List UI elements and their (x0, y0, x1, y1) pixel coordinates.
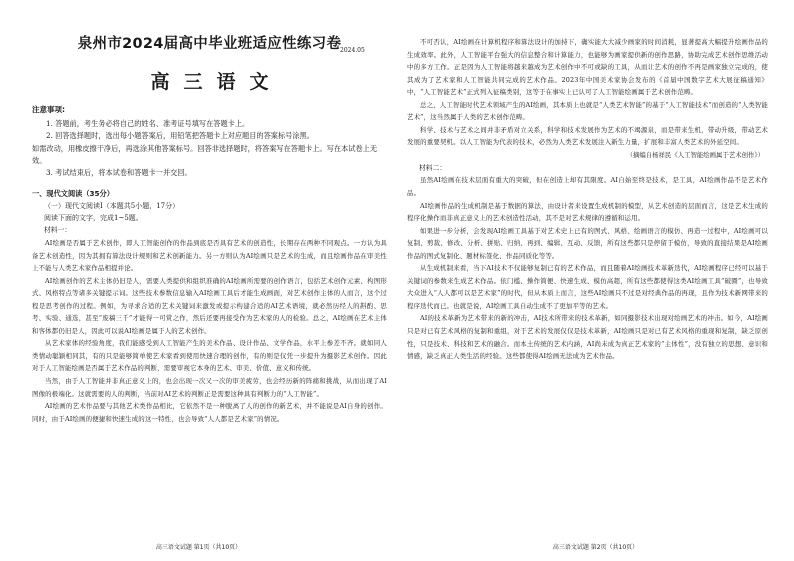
notice-item: 如需改动，用橡皮擦干净后，再选涂其他答案标号。回答非选择题时，将答案写在答题卡上。写在本试卷上无效。 (32, 143, 378, 165)
notice-section (32, 104, 387, 179)
exam-title: 泉州市2024届高中毕业班适应性练习卷 (77, 36, 342, 52)
notice-item: 1. 答题前，考生务必将自己的姓名、准考证号填写在答题卡上。 (46, 119, 250, 128)
material-label: 材料二： (419, 163, 447, 172)
paragraph: 科学、技术与艺术之间并非矛盾对立关系，科学和技术发展作为艺术的不竭源泉，而是带来生机，带动升级，带动艺术发展的重要契机。以人工智能为代表的技术，必然为人类艺术发展注入新生力量，扩展和丰富人类艺术的外延空间。 (407, 125, 768, 147)
paragraph: 总之，人工智能时代艺术领域产生的AI绘画，其本质上也就是“人类艺术智能”的基于“人工智能技术”而创造的“人类智能艺术”，这当然属于人类的艺术创作范畴。 (407, 100, 768, 122)
paragraph: 如果进一步分析，会发现AI绘画工具基于对艺术史上已有的图式、风格、绘画语言的模仿、再造一过程中，AI绘画可以复制、剪裁、修改、分析、拼贴、归纳、再到、编辑、互动、反馈，所有这些都只是停留于模仿，导致的直接结果是AI绘画作品的图式复制化、题材标签化、作品同质化等等。 (407, 226, 768, 260)
paragraph: 不可否认，AI绘画在计算机程序和算法设计的加持下，确实能大大减少画家的时间消耗，显著提高大幅提升绘画作品的生成效率。此外，人工智能平台强大的信息整合和计算能力，也能够为画家提供新的创作思路，协助完成艺术创作思维活动中的多方工作。正是因为人工智能将越来越成为艺术创作中不可或缺的工具，从而让艺术的创作不再是画家独立完成的，使其成为了艺术家和人工智能共同完成的艺术作品。2023年中国美术家协会发布的《首届中国数字艺术大展征稿通知》中，“人工智能艺术”正式列入征稿类别，这等于在事实上已认可了人工智能绘画属于艺术创作范畴。 (407, 38, 768, 97)
instruction-text: 阅读下面的文字，完成1~5题。 (44, 214, 143, 223)
subject-title: 高三语文 (150, 71, 283, 93)
paragraph: 虽然AI绘画在技术层面有重大的突破，但在创造上却有其限度。AI自始至终是技术，是工具，AI绘画作品不是艺术作品。 (407, 176, 768, 197)
material-label: 材料一： (44, 226, 72, 235)
paragraph: AI绘画的艺术作品要与其他艺术类作品相比，它依然不是一种脱离了人的创作的新艺术，并不能说是AI自身的创作。同时，由于AI绘画的便捷和快速生成的这一特性，也会导致“人人都是艺术家”的情况。 (32, 402, 387, 423)
paragraph: 当然，由于人工智能并非真正意义上的，也会出现一次又一次的审美疲劳，也会经历新的阵痛和挑战，从而出现了AI图像的极端化。这就需要的人的判断，当前对AI艺术的判断正是需要这种具有判断力的“人工智能”。 (32, 377, 387, 398)
paragraph: AI绘画作品的生成机制是基于数据的算法，由设计者来设置生成机制的模型，从艺术创造的层面而言，这是艺术生成的程序化操作而非真正意义上的艺术创造性活动，其不是对艺术规律的遵循和运用。 (407, 201, 768, 223)
notice-item: 3. 考试结束后，将本试卷和答题卡一并交回。 (46, 168, 192, 178)
section-heading: 一、现代文阅读（35分） (32, 189, 114, 199)
material-two-body (407, 174, 768, 362)
material-one-body (32, 237, 387, 425)
paragraph: 从艺术家体的经验角度，我们能感受到人工智能产生的美术作品、设计作品、文学作品，水平上参差不齐。就如同人类情动聪颖相同其，有的只是能够简单使艺术家看到使用快速合理的创作，有的则是仅凭一步提升为摄影艺术创作。因此对于人工智能绘画是否属于艺术作品的判断，需要审视它本身的艺术、审美、价值、意义和传统。 (32, 339, 387, 373)
subsection-heading: （一）现代文阅读Ⅰ（本题共5小题，17分） (44, 202, 180, 211)
paragraph: 从生成机制来看，当下AI技术不仅能够复制已有的艺术作品，而且随着AI绘画技术革新迭代，AI绘画程序已经可以基于关键词的参数来生成艺术作品。依门槛、操作简便、快速生成、模仿高超，所有这些都使得这类AI绘画工具“破圈”，也导致大众进入“人人都可以是艺术家”的时代，但从本质上而言，这些AI绘画只不过是对经典作品的再现，且作为技术新网带来的程序迭代而已。也就是说，AI绘画工具自动生成不了更加平等的艺术。 (407, 264, 768, 310)
exam-date: 2024.05 (340, 47, 365, 54)
exam-page-2 (397, 0, 794, 561)
notice-item: 2. 回答选择题时，选出每小题答案后，用铅笔把答题卡上对应题目的答案标号涂黑。 (46, 131, 314, 141)
paragraph: AI的技术革新为艺术带来的新的冲击，AI技术所带来的技术革新，如同摄影技术出现对绘画艺术的冲击。如今，AI绘画只是对已有艺术风格的复制和重组，对于艺术的发展仅仅是技术革新，AI绘画只是对已有艺术风格的重现和复制，缺乏原创性，只是技术、科技和艺术的融合。而本土传统的艺术内涵，AI尚未成为真正艺术家的“主体性”，没有独立的思想、意识和情感，缺乏真正人类生活的经验。这些都使得AI绘画无法成为艺术作品。 (407, 314, 768, 361)
paragraph: AI绘画是否属于艺术创作，即人工智能创作的作品到底是否具有艺术的创造性，长期存在两种不同观点。一方认为具备艺术创造性，因为其拥有算法设计规则和艺术创新能力。另一方则认为AI绘画只是艺术的生成，而且绘画作品在审美性上不能与人类艺术家作品相提并论。 (32, 238, 387, 273)
source-citation: （摘编自杨祥民《人工智能绘画属于艺术创作》） (626, 150, 764, 159)
page-footer: 高三语文试题 第1页（共10页） (155, 544, 242, 551)
page-footer: 高三语文试题 第2页（共10页） (552, 544, 639, 551)
paragraph: AI绘画创作的艺术主体仍旧是人，需要人类提供和组织准确的AI绘画所需要的创作语言，包括艺术创作元素、构图形式、风格特点等诸多关键提示词。这些技术参数信息输入AI绘画工具后才能生成画面，对艺术创作主体的人而言，这个过程是思考创作的过程。例如，为寻求合适的艺术关键词来激发或提示构建合适的AI艺术语境，就必然历经人的斟酌、思考、实验、通选，甚至“废稿三千”才能得一可赏之作，然后还要再接受作为艺术家的人的检验。总之，AI绘画在艺术主体和客体都仍旧是人，因此可以说AI绘画是属于人的艺术创作。 (32, 276, 387, 335)
notice-heading: 注意事项: (32, 105, 65, 114)
material-one-continued (407, 36, 768, 149)
